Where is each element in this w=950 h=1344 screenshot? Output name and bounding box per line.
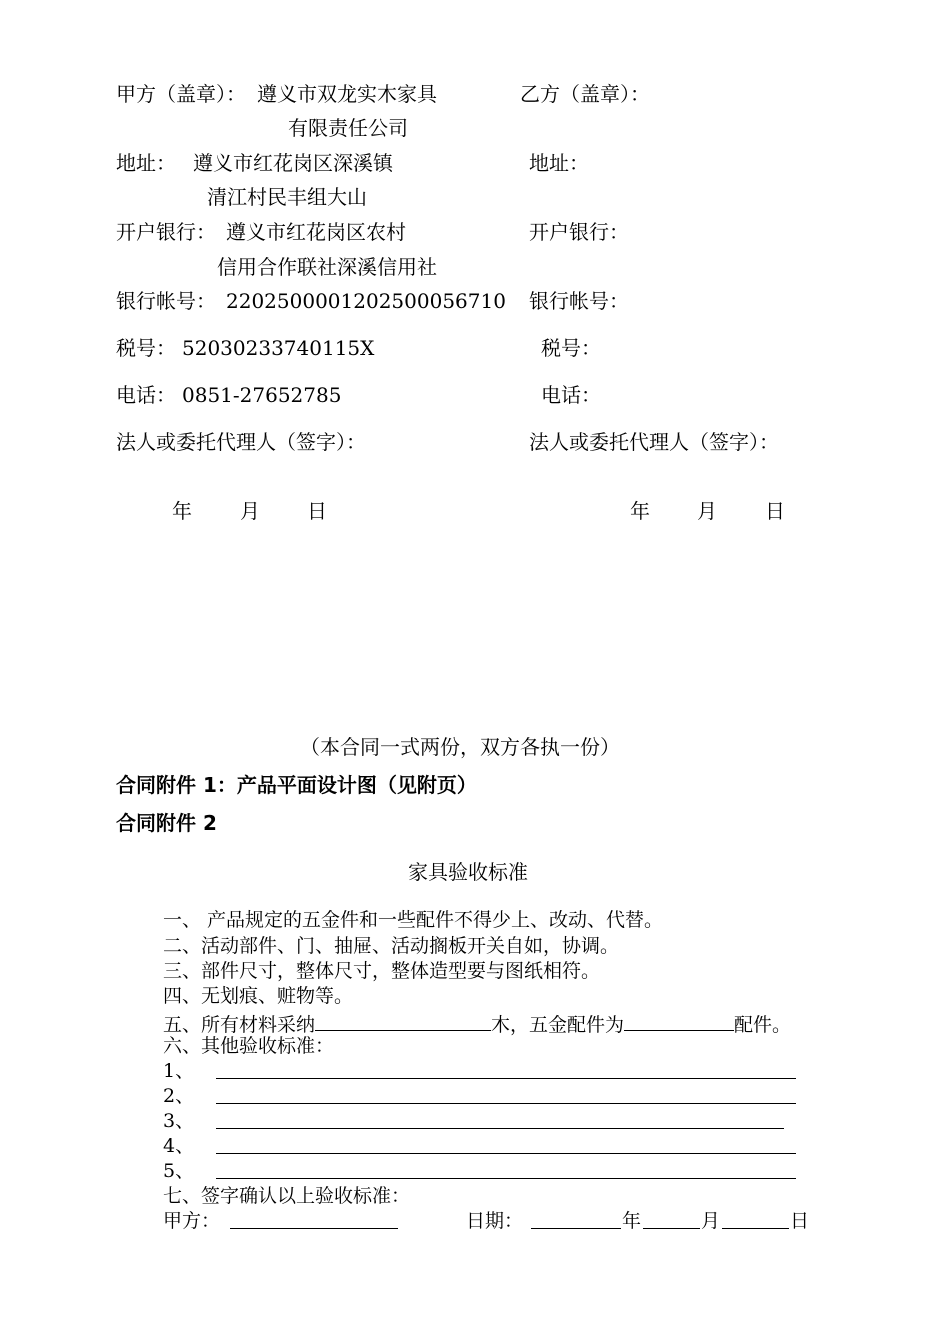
sign-year-label: 年 <box>622 1210 642 1232</box>
party-a-bank-label: 开户银行： <box>116 220 216 244</box>
party-a-phone-label: 电话： <box>116 383 176 407</box>
item-5-suffix: 配件。 <box>734 1014 792 1036</box>
sign-date-label: 日期： <box>466 1210 524 1232</box>
other-standard-number-3: 3、 <box>163 1110 195 1132</box>
party-b-date-year: 年 <box>630 499 650 523</box>
party-a-address-line2: 清江村民丰组大山 <box>207 185 367 209</box>
other-standard-number-1: 1、 <box>163 1060 195 1082</box>
attachment-2-heading: 合同附件 2 <box>116 811 217 835</box>
party-a-tax-value: 52030233740115X <box>182 336 375 360</box>
acceptance-item-5 <box>163 1012 791 1035</box>
acceptance-item-4: 四、无划痕、赃物等。 <box>163 985 354 1007</box>
party-b-bank-label: 开户银行： <box>529 220 629 244</box>
other-standard-number-2: 2、 <box>163 1085 195 1107</box>
party-b-tax-label: 税号： <box>541 336 601 360</box>
sign-month-label: 月 <box>701 1210 721 1232</box>
item-5-mid: 木，五金配件为 <box>491 1014 625 1036</box>
attachment-1-heading: 合同附件 1：产品平面设计图（见附页） <box>116 773 477 797</box>
party-a-date-year: 年 <box>172 499 192 523</box>
other-standard-number-5: 5、 <box>163 1160 195 1182</box>
other-standard-number-4: 4、 <box>163 1135 195 1157</box>
party-a-name-line1: 遵义市双龙实木家具 <box>257 82 437 106</box>
party-b-date-month: 月 <box>697 499 717 523</box>
party-b-account-label: 银行帐号： <box>529 289 629 313</box>
item-5-prefix: 五、所有材料采纳 <box>163 1014 316 1036</box>
sign-day-blank[interactable] <box>722 1228 789 1229</box>
party-a-tax-label: 税号： <box>116 336 176 360</box>
party-a-date-day: 日 <box>307 499 327 523</box>
party-b-date-day: 日 <box>765 499 785 523</box>
other-standard-line-3[interactable] <box>216 1128 784 1129</box>
party-a-address-label: 地址： <box>116 151 176 175</box>
party-b-address-label: 地址： <box>529 151 589 175</box>
acceptance-item-1: 一、 产品规定的五金件和一些配件不得少上、改动、代替。 <box>163 909 664 931</box>
acceptance-item-7: 七、签字确认以上验收标准： <box>163 1185 411 1207</box>
wood-type-blank[interactable] <box>315 1012 491 1031</box>
party-a-bank-line1: 遵义市红花岗区农村 <box>226 220 406 244</box>
party-b-rep-label: 法人或委托代理人（签字）： <box>529 430 779 454</box>
acceptance-title: 家具验收标准 <box>408 860 528 884</box>
hardware-type-blank[interactable] <box>624 1012 734 1031</box>
other-standard-line-4[interactable] <box>216 1153 796 1154</box>
party-a-address-line1: 遵义市红花岗区深溪镇 <box>193 151 393 175</box>
party-b-seal-label: 乙方（盖章）： <box>520 82 650 106</box>
sign-day-label: 日 <box>790 1210 810 1232</box>
party-a-rep-label: 法人或委托代理人（签字）： <box>116 430 366 454</box>
party-a-account-label: 银行帐号： <box>116 289 216 313</box>
sign-year-blank[interactable] <box>531 1228 621 1229</box>
other-standard-line-2[interactable] <box>216 1103 796 1104</box>
copies-note: （本合同一式两份，双方各执一份） <box>300 735 620 759</box>
other-standard-line-5[interactable] <box>216 1178 796 1179</box>
party-b-phone-label: 电话： <box>541 383 601 407</box>
party-a-name-line2: 有限责任公司 <box>288 116 408 140</box>
other-standard-line-1[interactable] <box>216 1078 796 1079</box>
party-a-account-value: 2202500001202500056710 <box>226 289 506 313</box>
party-a-seal-label: 甲方（盖章）： <box>116 82 246 106</box>
sign-month-blank[interactable] <box>643 1228 700 1229</box>
acceptance-item-3: 三、部件尺寸，整体尺寸，整体造型要与图纸相符。 <box>163 960 601 982</box>
acceptance-item-2: 二、活动部件、门、抽屉、活动搁板开关自如，协调。 <box>163 935 620 957</box>
sign-party-a-label: 甲方： <box>163 1210 221 1232</box>
party-a-date-month: 月 <box>240 499 260 523</box>
party-a-phone-value: 0851-27652785 <box>182 383 342 407</box>
party-a-bank-line2: 信用合作联社深溪信用社 <box>217 255 437 279</box>
acceptance-item-6: 六、其他验收标准： <box>163 1035 335 1057</box>
sign-party-a-blank[interactable] <box>230 1228 398 1229</box>
